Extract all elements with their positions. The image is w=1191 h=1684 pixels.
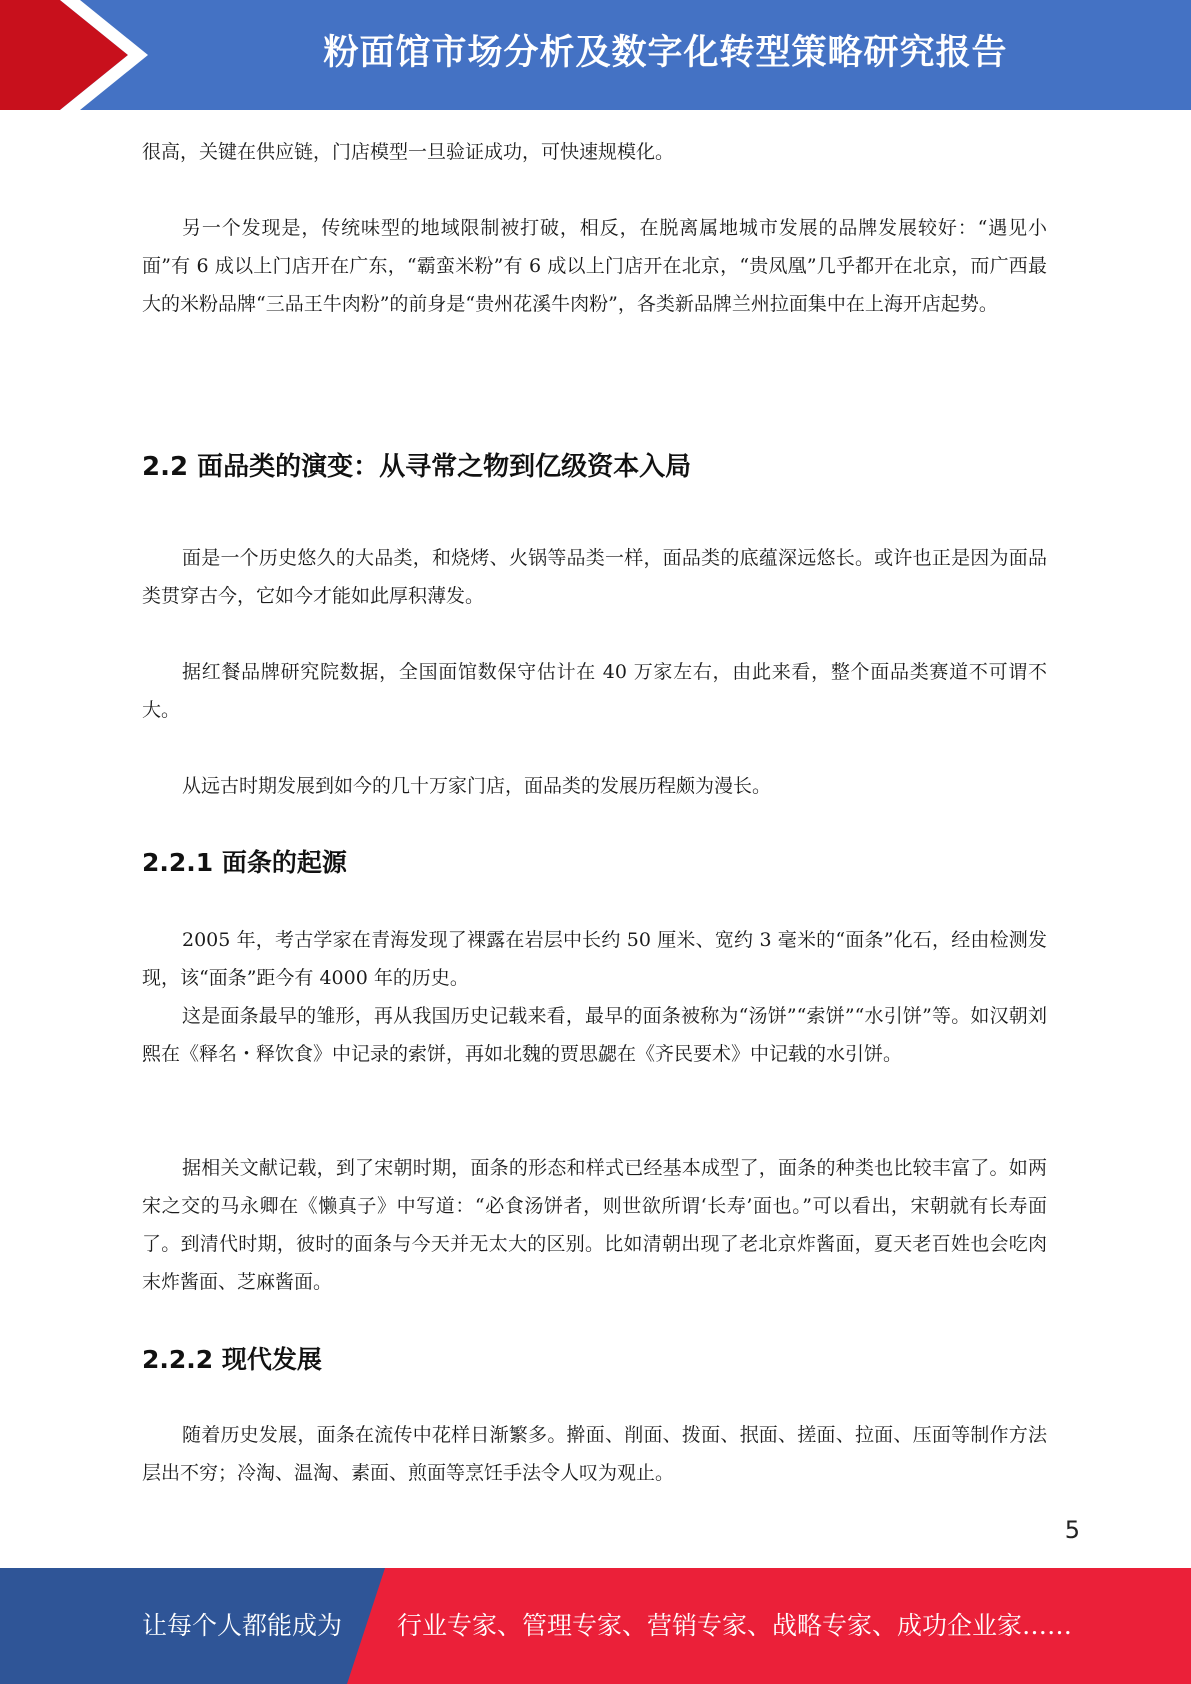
footer-slogan-right: 行业专家、管理专家、营销专家、战略专家、成功企业家…… xyxy=(397,1611,1073,1640)
section-heading-2-2-1: 2.2.1 面条的起源 xyxy=(142,848,347,877)
page-number: 5 xyxy=(1064,1516,1080,1544)
footer-banner xyxy=(0,1568,1191,1684)
header-chevron-decoration xyxy=(0,0,160,110)
paragraph-continuation: 很高，关键在供应链，门店模型一旦验证成功，可快速规模化。 xyxy=(142,141,675,163)
paragraph-development-history: 从远古时期发展到如今的几十万家门店，面品类的发展历程颇为漫长。 xyxy=(182,775,772,797)
paragraph-noodle-category: 面是一个历史悠久的大品类，和烧烤、火锅等品类一样，面品类的底蕴深远悠长。或许也正是因为面品类贯穿古今，它如今才能如此厚积薄发。 xyxy=(142,547,1047,607)
paragraph-song-qing-dynasty: 据相关文献记载，到了宋朝时期，面条的形态和样式已经基本成型了，面条的种类也比较丰富了。如两宋之交的马永卿在《懒真子》中写道：“必食汤饼者，则世欲所谓‘长寿’面也。”可以看出，宋朝就有长寿面了。到清代时期，彼时的面条与今天并无太大的区别。比如清朝出现了老北京炸酱面，夏天老百姓也会吃肉末炸酱面、芝麻酱面。 xyxy=(142,1157,1047,1293)
paragraph-fossil-discovery: 2005 年，考古学家在青海发现了裸露在岩层中长约 50 厘米、宽约 3 毫米的“面条”化石，经由检测发现，该“面条”距今有 4000 年的历史。 xyxy=(142,929,1047,989)
header-banner xyxy=(0,0,1191,110)
paragraph-market-size: 据红餐品牌研究院数据，全国面馆数保守估计在 40 万家左右，由此来看，整个面品类赛道不可谓不大。 xyxy=(142,661,1047,721)
paragraph-regional-finding: 另一个发现是，传统味型的地域限制被打破，相反，在脱离属地城市发展的品牌发展较好：“遇见小面”有 6 成以上门店开在广东，“霸蛮米粉”有 6 成以上门店开在北京，“贵凤凰”几乎都开在北京，而广西最大的米粉品牌“三品王牛肉粉”的前身是“贵州花溪牛肉粉”，各类新品牌兰州拉面集中在上海开店起势。 xyxy=(142,217,1047,315)
report-title: 粉面馆市场分析及数字化转型策略研究报告 xyxy=(323,33,1008,73)
section-heading-2-2-2: 2.2.2 现代发展 xyxy=(142,1345,322,1374)
paragraph-early-records: 这是面条最早的雏形，再从我国历史记载来看，最早的面条被称为“汤饼”“索饼”“水引饼”等。如汉朝刘熙在《释名・释饮食》中记录的索饼，再如北魏的贾思勰在《齐民要术》中记载的水引饼。 xyxy=(142,1005,1047,1065)
section-heading-2-2: 2.2 面品类的演变：从寻常之物到亿级资本入局 xyxy=(142,452,692,482)
paragraph-modern-methods: 随着历史发展，面条在流传中花样日渐繁多。擀面、削面、拨面、抿面、搓面、拉面、压面等制作方法层出不穷；冷淘、温淘、素面、煎面等烹饪手法令人叹为观止。 xyxy=(142,1424,1047,1484)
footer-slogan-left: 让每个人都能成为 xyxy=(142,1611,343,1640)
